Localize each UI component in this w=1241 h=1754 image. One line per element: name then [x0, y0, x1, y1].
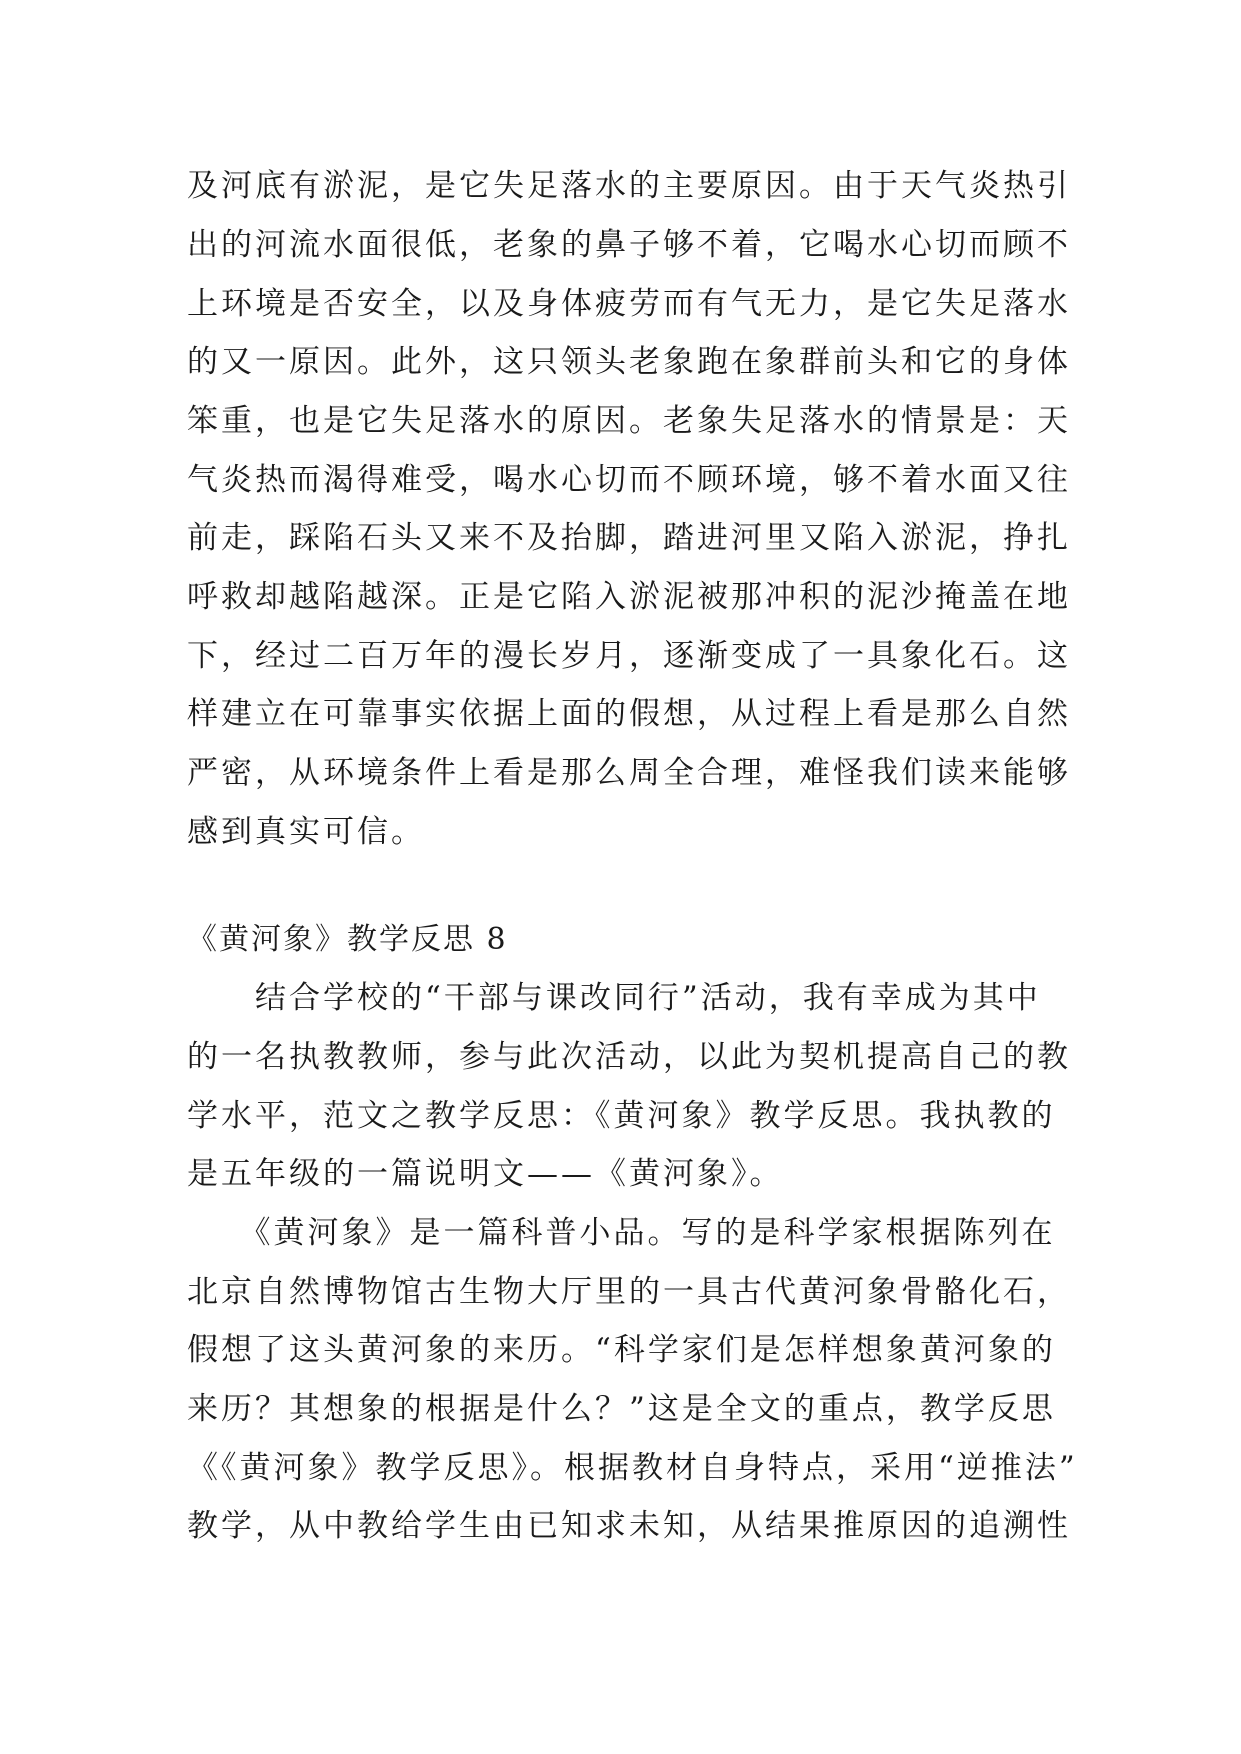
text-line: 呼救却越陷越深。正是它陷入淤泥被那冲积的泥沙掩盖在地: [187, 579, 1071, 615]
text-line: 严密，从环境条件上看是那么周全合理，难怪我们读来能够: [187, 755, 1071, 791]
text-line: 假想了这头黄河象的来历。“科学家们是怎样想象黄河象的: [187, 1332, 1056, 1368]
section-heading: 《黄河象》教学反思 8: [187, 922, 508, 957]
text-line: 笨重，也是它失足落水的原因。老象失足落水的情景是：天: [187, 403, 1071, 439]
text-line: 感到真实可信。: [187, 814, 425, 850]
text-line: 是五年级的一篇说明文——《黄河象》。: [187, 1156, 784, 1192]
text-line: 上环境是否安全，以及身体疲劳而有气无力，是它失足落水: [187, 286, 1071, 322]
text-line: 及河底有淤泥，是它失足落水的主要原因。由于天气炎热引: [187, 168, 1071, 204]
text-line: 的一名执教教师，参与此次活动，以此为契机提高自己的教: [187, 1039, 1071, 1075]
text-line: 的又一原因。此外，这只领头老象跑在象群前头和它的身体: [187, 344, 1071, 380]
text-line: 结合学校的“干部与课改同行”活动，我有幸成为其中: [187, 980, 1041, 1016]
text-line: 来历？其想象的根据是什么？”这是全文的重点，教学反思: [187, 1391, 1056, 1427]
text-line: 样建立在可靠事实依据上面的假想，从过程上看是那么自然: [187, 696, 1071, 732]
text-line: 学水平，范文之教学反思：《黄河象》教学反思。我执教的: [187, 1098, 1056, 1134]
text-line: 下，经过二百万年的漫长岁月，逐渐变成了一具象化石。这: [187, 638, 1071, 674]
text-line: 出的河流水面很低，老象的鼻子够不着，它喝水心切而顾不: [187, 227, 1071, 263]
text-line: 《《黄河象》教学反思》。根据教材自身特点，采用“逆推法”: [187, 1450, 1078, 1486]
text-line: 气炎热而渴得难受，喝水心切而不顾环境，够不着水面又往: [187, 462, 1071, 498]
text-line: 《黄河象》是一篇科普小品。写的是科学家根据陈列在: [187, 1215, 1056, 1251]
text-line: 前走，踩陷石头又来不及抬脚，踏进河里又陷入淤泥，挣扎: [187, 520, 1071, 556]
text-line: 北京自然博物馆古生物大厅里的一具古代黄河象骨骼化石，: [187, 1274, 1071, 1310]
text-line: 教学，从中教给学生由已知求未知，从结果推原因的追溯性: [187, 1508, 1071, 1544]
